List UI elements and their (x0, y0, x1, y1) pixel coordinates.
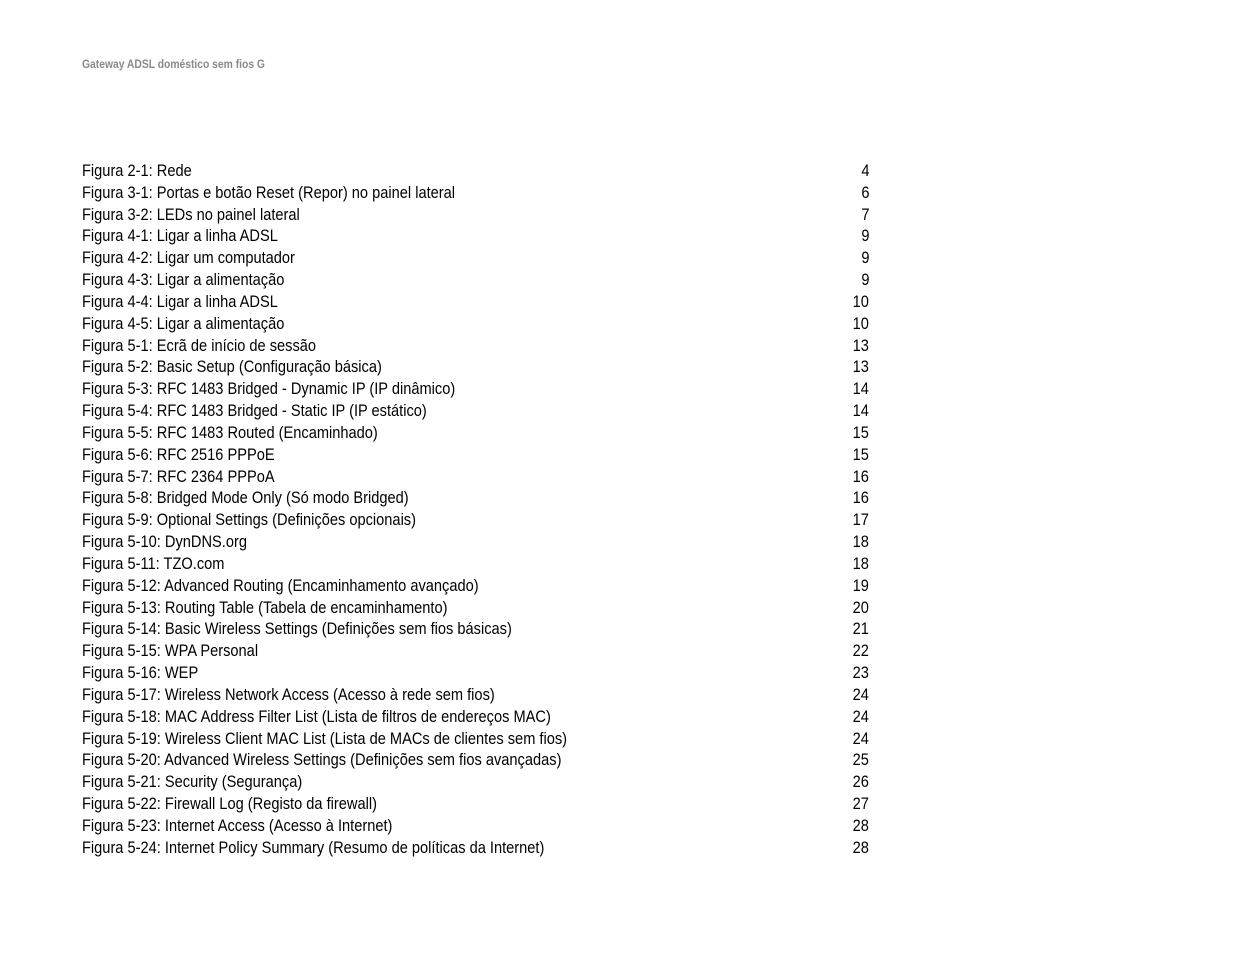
figure-title: Figura 4-1: Ligar a linha ADSL (82, 226, 278, 246)
figure-entry[interactable] (82, 553, 869, 575)
figure-page-number: 15 (852, 422, 869, 442)
figure-entry[interactable] (82, 640, 869, 662)
figure-page-number: 7 (860, 204, 869, 224)
figure-entry[interactable] (82, 247, 869, 269)
figure-page-number: 20 (852, 597, 869, 617)
figure-entry[interactable] (82, 466, 869, 488)
figure-entry[interactable] (82, 575, 869, 597)
list-of-figures (82, 160, 869, 859)
figure-entry[interactable] (82, 487, 869, 509)
figure-title: Figura 5-2: Basic Setup (Configuração básica) (82, 357, 382, 377)
figure-entry[interactable] (82, 728, 869, 750)
figure-entry[interactable] (82, 837, 869, 859)
figure-entry[interactable] (82, 378, 869, 400)
figure-page-number: 6 (860, 182, 869, 202)
figure-page-number: 22 (852, 641, 869, 661)
figure-page-number: 9 (860, 226, 869, 246)
figure-page-number: 9 (860, 248, 869, 268)
figure-page-number: 13 (852, 357, 869, 377)
figure-title: Figura 5-1: Ecrã de início de sessão (82, 335, 317, 355)
figure-title: Figura 5-17: Wireless Network Access (Acesso à rede sem fios) (82, 684, 495, 704)
figure-page-number: 4 (860, 161, 869, 180)
figure-entry[interactable] (82, 531, 869, 553)
figure-page-number: 24 (852, 728, 869, 748)
figure-entry[interactable] (82, 356, 869, 378)
figure-entry[interactable] (82, 793, 869, 815)
figure-title: Figura 5-12: Advanced Routing (Encaminhamento avançado) (82, 575, 479, 595)
figure-title: Figura 5-3: RFC 1483 Bridged - Dynamic IP (IP dinâmico) (82, 379, 456, 399)
figure-page-number: 26 (852, 772, 869, 792)
figure-title: Figura 5-16: WEP (82, 663, 199, 683)
figure-entry[interactable] (82, 815, 869, 837)
figure-page-number: 24 (852, 684, 869, 704)
figure-title: Figura 4-3: Ligar a alimentação (82, 270, 285, 290)
figure-page-number: 14 (852, 379, 869, 399)
figure-page-number: 23 (852, 663, 869, 683)
figure-page-number: 16 (852, 488, 869, 508)
figure-page-number: 17 (852, 510, 869, 530)
figure-entry[interactable] (82, 684, 869, 706)
figure-title: Figura 5-9: Optional Settings (Definições opcionais) (82, 510, 417, 530)
figure-entry[interactable] (82, 160, 869, 182)
figure-page-number: 18 (852, 532, 869, 552)
figure-entry[interactable] (82, 618, 869, 640)
figure-title: Figura 5-21: Security (Segurança) (82, 772, 303, 792)
figure-title: Figura 5-13: Routing Table (Tabela de encaminhamento) (82, 597, 448, 617)
figure-entry[interactable] (82, 269, 869, 291)
figure-title: Figura 5-10: DynDNS.org (82, 532, 247, 552)
figure-entry[interactable] (82, 335, 869, 357)
document-header: Gateway ADSL doméstico sem fios G (82, 57, 265, 71)
figure-entry[interactable] (82, 662, 869, 684)
figure-title: Figura 5-6: RFC 2516 PPPoE (82, 444, 275, 464)
figure-entry[interactable] (82, 313, 869, 335)
figure-entry[interactable] (82, 597, 869, 619)
figure-page-number: 10 (852, 291, 869, 311)
figure-page-number: 9 (860, 270, 869, 290)
figure-entry[interactable] (82, 400, 869, 422)
figure-entry[interactable] (82, 771, 869, 793)
figure-title: Figura 5-14: Basic Wireless Settings (Definições sem fios básicas) (82, 619, 512, 639)
figure-title: Figura 5-22: Firewall Log (Registo da firewall) (82, 794, 377, 814)
figure-title: Figura 5-15: WPA Personal (82, 641, 259, 661)
figure-entry[interactable] (82, 706, 869, 728)
figure-page-number: 27 (852, 794, 869, 814)
figure-page-number: 28 (852, 815, 869, 835)
figure-entry[interactable] (82, 509, 869, 531)
figure-title: Figura 5-5: RFC 1483 Routed (Encaminhado) (82, 422, 378, 442)
figure-title: Figura 5-4: RFC 1483 Bridged - Static IP (IP estático) (82, 401, 427, 421)
figure-page-number: 25 (852, 750, 869, 770)
figure-page-number: 21 (852, 619, 869, 639)
figure-title: Figura 5-8: Bridged Mode Only (Só modo Bridged) (82, 488, 409, 508)
figure-entry[interactable] (82, 204, 869, 226)
figure-page-number: 28 (852, 837, 869, 857)
figure-page-number: 18 (852, 553, 869, 573)
figure-page-number: 15 (852, 444, 869, 464)
figure-title: Figura 5-7: RFC 2364 PPPoA (82, 466, 275, 486)
figure-title: Figura 2-1: Rede (82, 161, 192, 180)
figure-entry[interactable] (82, 225, 869, 247)
figure-title: Figura 5-20: Advanced Wireless Settings (Definições sem fios avançadas) (82, 750, 562, 770)
figure-page-number: 24 (852, 706, 869, 726)
figure-entry[interactable] (82, 749, 869, 771)
figure-entry[interactable] (82, 291, 869, 313)
figure-title: Figura 3-2: LEDs no painel lateral (82, 204, 300, 224)
figure-title: Figura 3-1: Portas e botão Reset (Repor) no painel lateral (82, 182, 456, 202)
figure-entry[interactable] (82, 182, 869, 204)
figure-page-number: 13 (852, 335, 869, 355)
figure-title: Figura 4-4: Ligar a linha ADSL (82, 291, 278, 311)
figure-title: Figura 5-18: MAC Address Filter List (Lista de filtros de endereços MAC) (82, 706, 551, 726)
figure-title: Figura 4-5: Ligar a alimentação (82, 313, 285, 333)
figure-entry[interactable] (82, 422, 869, 444)
figure-page-number: 19 (852, 575, 869, 595)
figure-page-number: 14 (852, 401, 869, 421)
figure-title: Figura 5-23: Internet Access (Acesso à Internet) (82, 815, 393, 835)
figure-page-number: 10 (852, 313, 869, 333)
figure-title: Figura 4-2: Ligar um computador (82, 248, 295, 268)
figure-title: Figura 5-11: TZO.com (82, 553, 225, 573)
figure-page-number: 16 (852, 466, 869, 486)
figure-title: Figura 5-19: Wireless Client MAC List (Lista de MACs de clientes sem fios) (82, 728, 568, 748)
figure-entry[interactable] (82, 444, 869, 466)
figure-title: Figura 5-24: Internet Policy Summary (Resumo de políticas da Internet) (82, 837, 545, 857)
